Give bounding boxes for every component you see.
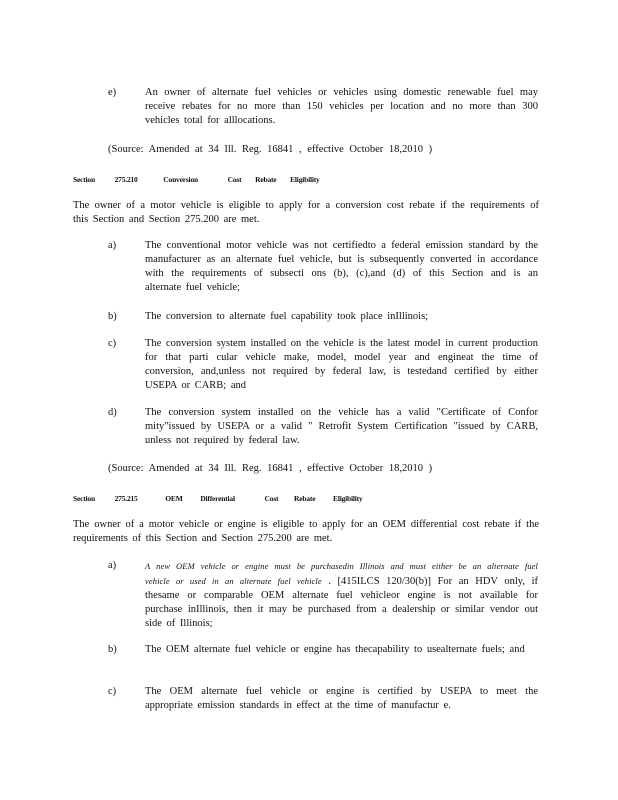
item-label: c) [108,338,117,349]
item-text-continued: For an HDV only, if thesame or comparable OEM alternate fuel vehicleor engine is not available for purchase inIllinois, then it may be purchased from a dealership or similar vendor out side of Illinois; [145,576,538,629]
section-title-word: OEM [165,494,183,503]
section-word: Section [73,494,95,503]
section-title-word: Cost [227,175,242,184]
section-intro: The owner of a motor vehicle is eligible to apply for a conversion cost rebate if the requirements of this Section and Section 275.200 are met. [73,200,539,225]
section-title-word: Conversion [163,175,198,184]
item-label: b) [108,311,117,322]
item-label: c) [108,686,117,697]
item-text: The OEM alternate fuel vehicle or engine has thecapability to usealternate fuels; and [145,644,525,655]
list-item-b [108,310,538,324]
list-item-c [108,337,538,393]
section-title-word: Cost [264,494,279,503]
section-number: 275.215 [114,494,138,503]
section-heading [73,492,363,506]
section-title-word: Differential [200,494,235,503]
item-text: The conversion system installed on the vehicle is the latest model in current production for that parti cular vehicle make, model, model year and engineat the time of conversion, and,unless not required by federal law, is testedand certified by either USEPA or CARB; and [145,338,538,391]
item-text: An owner of alternate fuel vehicles or vehicles using domestic renewable fuel may receive rebates for no more than 150 vehicles per location and no more than 300 vehicles total for alllocations. [145,87,538,126]
list-item-e [108,86,538,128]
list-item-c [108,685,538,713]
item-label: d) [108,407,117,418]
item-text [145,559,538,631]
item-label: a) [108,240,117,251]
list-item-a [108,239,538,295]
item-text: The conversion system installed on the vehicle has a valid "Certificate of Confor mity"issued by USEPA or a valid " Retrofit System Certification "issued by CARB, unless not required by federal law. [145,407,538,446]
item-text: The conversion to alternate fuel capability took place inIllinois; [145,311,429,322]
section-title-word: Rebate [294,494,316,503]
list-item-a [108,559,538,631]
list-item-b [108,643,538,657]
section-word: Section [73,175,95,184]
item-label: a) [108,560,117,571]
item-label: e) [108,87,117,98]
section-title-word: Eligibility [333,494,363,503]
section-intro: The owner of a motor vehicle or engine is eligible to apply for an OEM differential cost rebate if the requirements of this Section and Section 275.200 are met. [73,519,539,544]
section-heading [73,173,320,187]
section-number: 275.210 [114,175,138,184]
item-label: b) [108,644,117,655]
item-text: The conventional motor vehicle was not certifiedto a federal emission standard by the manufacturer as an alternate fuel vehicle, but is subsequently converted in accordance with the requirements of subsecti ons (b), (c),and (d) of this Section and is an alternate fuel vehicle; [145,240,538,293]
statute-citation: . [415ILCS 120/30(b)] [328,576,432,587]
statutory-italic-text: A new OEM vehicle or engine must be purchasedin Illinois and must either be an alternate fuel vehicle or used in an alternate fuel vehicle [145,561,538,586]
list-item-d [108,406,538,448]
source-note: (Source: Amended at 34 Ill. Reg. 16841 , effective October 18,2010 ) [108,463,433,474]
source-note: (Source: Amended at 34 Ill. Reg. 16841 , effective October 18,2010 ) [108,144,433,155]
section-title-word: Eligibility [290,175,320,184]
item-text: The OEM alternate fuel vehicle or engine is certified by USEPA to meet the appropriate emission standards in effect at the time of manufactur e. [145,686,538,711]
section-title-word: Rebate [255,175,277,184]
